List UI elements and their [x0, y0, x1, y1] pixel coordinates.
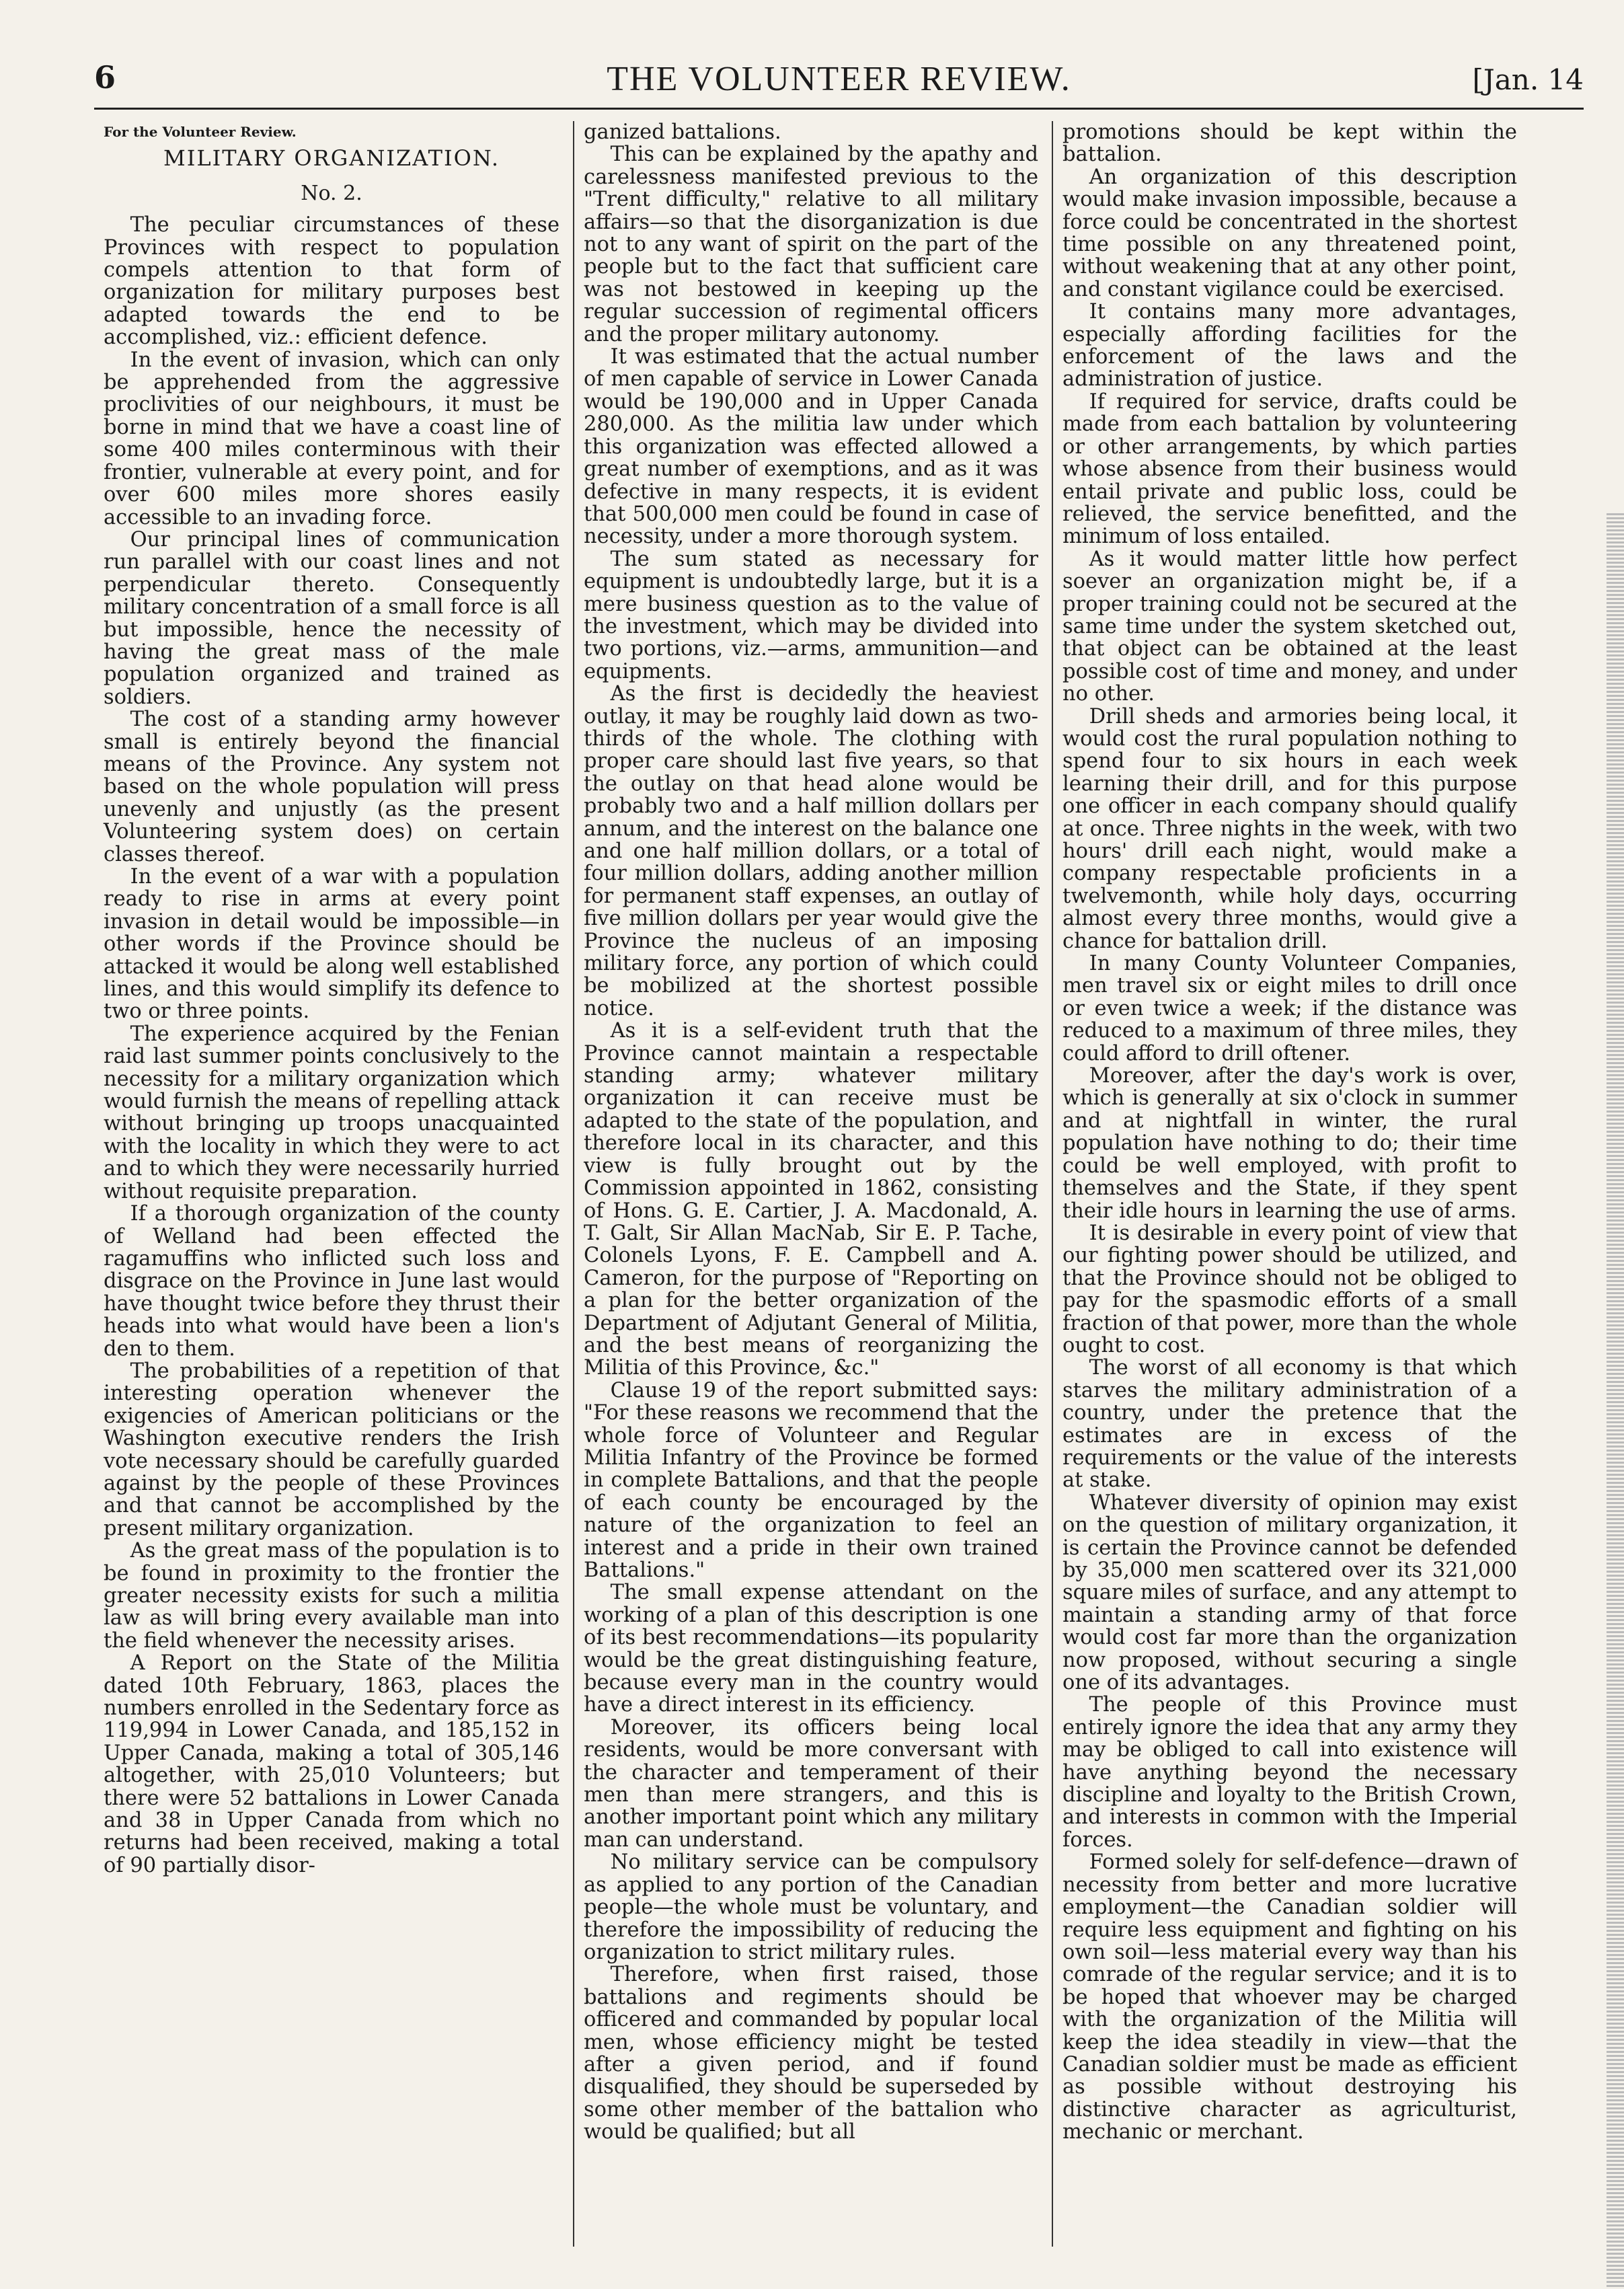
paragraph: The small expense attendant on the working of a plan of this description is one of its best recommendations—its popularity would be the great distinguishing feature, because every man in the country would have a direct interest in its efficiency. [584, 1581, 1038, 1717]
paragraph: The worst of all economy is that which starves the military administration of a country, under the pretence that the estimates are in excess of the requirements or the value of the interests at stake. [1062, 1356, 1517, 1493]
paragraph: Our principal lines of communication run parallel with our coast lines and not perpendicular thereto. Consequently military concentration of a small force is all but impossible, hence the necessity of having the great mass of the male population organized and trained as soldiers. [104, 527, 559, 709]
paragraph: Whatever diversity of opinion may exist on the question of military organization, it is certain the Province cannot be defended by 35,000 men scattered over its 321,000 square miles of surface, and any attempt to maintain a standing army of that force would cost far more than the organization now proposed, without securing a single one of its advantages. [1062, 1491, 1517, 1695]
paragraph: No military service can be compulsory as applied to any portion of the Canadian people—the whole must be voluntary, and therefore the impossibility of reducing the organization to strict military rules. [584, 1850, 1038, 1964]
paragraph: Clause 19 of the report submitted says: "For these reasons we recommend that the whole force of Volunteer and Regular Militia Infantry of the Province be formed in complete Battalions, and that the people of each county be encouraged by the nature of the organization to feel an interest and a pride in their own trained Battalions." [584, 1378, 1038, 1582]
paragraph: In many County Volunteer Companies, men travel six or eight miles to drill once or even twice a week; if the distance was reduced to a maximum of three miles, they could afford to drill oftener. [1062, 952, 1517, 1065]
paragraph: If required for service, drafts could be made from each battalion by volunteering or other arrangements, by which parties whose absence from their business would entail private and public loss, could be relieved, the service benefitted, and the minimum of loss entailed. [1062, 389, 1517, 549]
paragraph: The experience acquired by the Fenian raid last summer points conclusively to the necessity for a military organization which would furnish the means of repelling attack without bringing up troops unacquainted with the locality in which they were to act and to which they were necessarily hurried without requisite preparation. [104, 1022, 559, 1203]
paragraph: It was estimated that the actual number of men capable of service in Lower Canada would be 190,000 and in Upper Canada 280,000. As the militia law under which this organization was effected allowed a great number of exemptions, and as it was defective in many respects, it is evident that 500,000 men could be found in case of necessity, under a more thorough system. [584, 345, 1038, 549]
paragraph: promotions should be kept within the battalion. [1062, 121, 1517, 167]
issue-date: [Jan. 14 [1472, 63, 1584, 96]
paragraph: It contains many more advantages, especially affording facilities for the enforcement of the laws and the administration of justice. [1062, 300, 1517, 391]
paragraph: The people of this Province must entirely ignore the idea that any army they may be obliged to call into existence will have anything beyond the necessary discipline and loyalty to the British Crown, and interests in common with the Imperial forces. [1062, 1693, 1517, 1852]
paragraph: Moreover, its officers being local residents, would be more conversant with the character and temperament of their men than mere strangers, and this is another important point which any military man can understand. [584, 1715, 1038, 1852]
paragraph: As the first is decidedly the heaviest outlay, it may be roughly laid down as two-thirds of the whole. The clothing with proper care should last five years, so that the outlay on that head alone would be probably two and a half million dollars per annum, and the interest on the balance one and one half million dollars, or a total of four million dollars, adding another million for permanent staff expenses, an outlay of five million dollars per year would give the Province the nucleus of an imposing military force, any portion of which could be mobilized at the shortest possible notice. [584, 682, 1038, 1020]
page-edge-texture [1607, 511, 1624, 2287]
masthead: THE VOLUNTEER REVIEW. [607, 60, 1071, 98]
paragraph: An organization of this description would make invasion impossible, because a force could be concentrated in the shortest time possible on any threatened point, without weakening that at any other point, and constant vigilance could be exercised. [1062, 165, 1517, 301]
article-number: No. 2. [301, 181, 362, 205]
column-3 [1052, 121, 1531, 2247]
paragraph: Drill sheds and armories being local, it would cost the rural population nothing to spend four to six hours in each week learning their drill, and for this purpose one officer in each company should qualify at once. Three nights in the week, with two hours' drill each night, would make a company respectable proficients in a twelvemonth, while holy days, occurring almost every three months, would give a chance for battalion drill. [1062, 704, 1517, 953]
column-2 [573, 121, 1052, 2247]
paragraph: As it would matter little how perfect soever an organization might be, if a proper training could not be secured at the same time under the system sketched out, that object can be obtained at the least possible cost of time and money, and under no other. [1062, 547, 1517, 706]
paragraph: The peculiar circumstances of these Provinces with respect to population compels attention to that form of organization for military purposes best adapted towards the end to be accomplished, viz.: efficient defence. [104, 213, 559, 350]
paragraph: The probabilities of a repetition of that interesting operation whenever the exigencies of American politicians or the Washington executive renders the Irish vote necessary should be carefully guarded against by the people of these Provinces and that cannot be accomplished by the present military organization. [104, 1359, 559, 1540]
paragraph: The sum stated as necessary for equipment is undoubtedly large, but it is a mere business question as to the value of the investment, which may be divided into two portions, viz.—arms, ammunition—and equipments. [584, 547, 1038, 683]
paragraph: The cost of a standing army however small is entirely beyond the financial means of the Province. Any system not based on the whole population will press unevenly and unjustly (as the present Volunteering system does) on certain classes thereof. [104, 708, 559, 866]
paragraph: It is desirable in every point of view that our fighting power should be utilized, and that the Province should not be obliged to pay for the spasmodic efforts of a small fraction of that power, more than the whole ought to cost. [1062, 1221, 1517, 1357]
paragraph: If a thorough organization of the county of Welland had been effected the ragamuffins who inflicted such loss and disgrace on the Province in June last would have thought twice before they thrust their heads into what would have been a lion's den to them. [104, 1202, 559, 1361]
article-attribution: For the Volunteer Review. [104, 124, 297, 140]
page-number: 6 [94, 59, 116, 96]
paragraph: This can be explained by the apathy and carelessness manifested previous to the "Trent difficulty," relative to all military affairs—so that the disorganization is due not to any want of spirit on the part of the people but to the fact that sufficient care was not bestowed in keeping up the regular succession of regimental officers and the proper military autonomy. [584, 143, 1038, 346]
column-1 [94, 121, 573, 2247]
article-columns [94, 121, 1584, 2247]
paragraph: In the event of a war with a population ready to rise in arms at every point invasion in detail would be impossible—in other words if the Province should be attacked it would be along well established lines, and this would simplify its defence to two or three points. [104, 865, 559, 1024]
paragraph: Formed solely for self-defence—drawn of necessity from better and more lucrative employment—the Canadian soldier will require less equipment and fighting on his own soil—less material every way than his comrade of the regular service; and it is to be hoped that whoever may be charged with the organization of the Militia will keep the idea steadily in view—that the Canadian soldier must be made as efficient as possible without destroying his distinctive character as agriculturist, mechanic or merchant. [1062, 1850, 1517, 2144]
paragraph: As the great mass of the population is to be found in proximity to the frontier the greater necessity exists for such a militia law as will bring every available man into the field whenever the necessity arises. [104, 1539, 559, 1653]
paragraph: Moreover, after the day's work is over, which is generally at six o'clock in summer and at nightfall in winter, the rural population have nothing to do; their time could be well employed, with profit to themselves and the State, if they spent their idle hours in learning the use of arms. [1062, 1064, 1517, 1223]
paragraph: Therefore, when first raised, those battalions and regiments should be officered and commanded by popular local men, whose efficiency might be tested after a given period, and if found disqualified, they should be superseded by some other member of the battalion who would be qualified; but all [584, 1963, 1038, 2144]
article-title: MILITARY ORGANIZATION. [163, 145, 500, 172]
paragraph: A Report on the State of the Militia dated 10th February, 1863, places the numbers enrolled in the Sedentary force as 119,994 in Lower Canada, and 185,152 in Upper Canada, making a total of 305,146 altogether, with 25,010 Volunteers; but there were 52 battalions in Lower Canada and 38 in Upper Canada from which no returns had been received, making a total of 90 partially disor- [104, 1651, 559, 1877]
paragraph: As it is a self-evident truth that the Province cannot maintain a respectable standing army; whatever military organization it can receive must be adapted to the state of the population, and therefore local in its character, and this view is fully brought out by the Commission appointed in 1862, consisting of Hons. G. E. Cartier, J. A. Macdonald, A. T. Galt, Sir Allan MacNab, Sir E. P. Tache, Colonels Lyons, F. E. Campbell and A. Cameron, for the purpose of "Reporting on a plan for the better organization of the Department of Adjutant General of Militia, and the best means of reorganizing the Militia of this Province, &c." [584, 1019, 1038, 1380]
paragraph: In the event of invasion, which can only be apprehended from the aggressive proclivities of our neighbours, it must be borne in mind that we have a coast line of some 400 miles conterminous with their frontier, vulnerable at every point, and for over 600 miles more shores easily accessible to an invading force. [104, 348, 559, 529]
page-header [94, 59, 1584, 110]
paragraph: ganized battalions. [584, 121, 781, 144]
